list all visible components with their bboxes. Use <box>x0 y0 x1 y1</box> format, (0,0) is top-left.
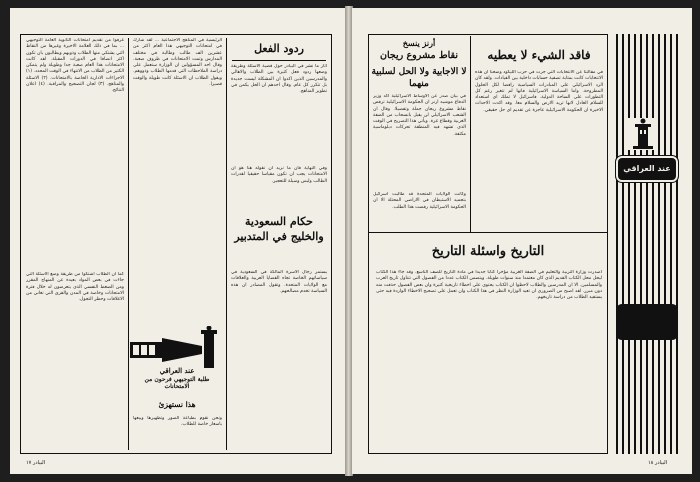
ad-tagline: هذا نستهزئ <box>158 400 196 409</box>
section-label-box <box>616 156 678 182</box>
article-headline: فاقد الشيء لا يعطيه <box>487 48 591 62</box>
photo-shop-ad <box>130 326 224 396</box>
reactions-title: ردود الفعل <box>254 42 304 55</box>
stripe-decoration <box>614 34 680 454</box>
ad-title: عند العراقي <box>159 366 195 375</box>
reactions-text: اثار ما نشر في البيادر حول قضية الاسئلة وطريقة وضعها ردود فعل كثيرة بين الطلاب والاهالي والمدرسين الذين اكدوا ان المشكلة ليست جديدة بل تتكرر كل عام. وقال احدهم ان الحل يكمن في تطوير المناهج. <box>231 64 327 95</box>
reagan-text: في بيان صدر عن الاوساط الاسرائيلية اكد وزير الدفاع موشيه ارنز ان الحكومة الاسرائيلية ترفض نقاط مشروع ريجان جملة وتفصيلا. وقال ان الشعب الاسرائيلي لن يقبل بانسحاب من الضفة الغربية وقطاع غزة. ويأتي هذا التصريح في الوقت الذي تشهد فيه المنطقة تحركات دبلوماسية مكثفة. <box>373 94 466 137</box>
reactions-text-block <box>231 64 327 164</box>
history-text-block <box>376 270 602 448</box>
arens-title: أرنز ينسخ <box>402 38 436 48</box>
section-label: عند العراقي <box>623 164 671 173</box>
reactions-text2: وفي النهاية فان ما نريد ان نقوله هنا هو ان الامتحانات يجب ان تكون مقياسا حقيقيا لقدرات الطالب وليس وسيلة للتعجيز. <box>231 166 327 184</box>
left-col1-text: غرفوا من تقديم امتحانات الثانوية العامة التوجيهي ... بما في ذلك العلامة الاخيرة وغيرها من النقاط التي يشتكي منها الطلاب وذويهم ويطالبون بان تكون اكثر انصافا في الدورات المقبلة. لقد كانت الامتحانات هذا العام صعبة جدا وطويلة ولم يتمكن الكثير من الطلاب من الانتهاء في الوقت المحدد. (١) الاجراءات الادارية الخاصة بالامتحانات. (٢) الاسئلة والمناهج. (٣) لجان التصحيح والمراقبة. (٤) اعلان النتائج. <box>26 38 124 94</box>
minaret-icon <box>628 118 658 150</box>
right-page <box>352 8 692 474</box>
ad-subtitle: طلبة التوجيهي فرحون من الامتحانات <box>144 376 210 390</box>
left-page <box>10 8 346 474</box>
left-column-2 <box>133 38 222 338</box>
saudi-rulers-title: حكام السعودية والخليج في المتدبير <box>234 215 324 243</box>
left-column-1 <box>26 38 124 270</box>
history-title: التاريخ واسئلة التاريخ <box>431 244 545 259</box>
reagan-plan-title: نقاط مشروع ريجان <box>379 50 459 61</box>
left-page-footer: البيادر ١٧ <box>26 460 46 466</box>
left-column-1b <box>26 272 124 448</box>
ad-text: ونحن نقوم بطباعة الصور وتظهيرها وبيعها باسعار خاصة للطلاب. <box>133 416 222 428</box>
ad-text-block <box>133 416 222 448</box>
headline-article-text: في مقالتنا عن الانتخابات التي جرت في حزب الليكود وضحنا ان هذه الانتخابات كانت بمثابة تصفية حسابات داخلية بين القيادات. ولقد كان الرد الاسرائيلي على المبادرات السياسية رافضا لكل الحلول المطروحة. واما السياسة الاسرائيلية فانها لم تتغير رغم كل التطورات على الساحة الدولية. فاسرائيل لا تملك اي استعداد للسلام العادل لانها تريد الارض والسلام معا. وقد اكدت الاحداث الاخيرة ان الحكومة الاسرائيلية عاجزة عن تقديم اي حل حقيقي. <box>475 70 603 113</box>
reactions-text-block-2 <box>231 166 327 212</box>
history-text: اصدرت وزارة التربية والتعليم في الضفة الغربية مؤخرا كتابا جديدا في مادة التاريخ للصف التاسع. وقد جاء هذا الكتاب ليحل محل الكتاب القديم الذي كان معتمدا منذ سنوات طويلة. ويتضمن الكتاب عددا من الفصول التي تتناول تاريخ العرب والمسلمين. الا ان المدرسين والطلاب لاحظوا ان الكتاب يحتوي على اخطاء تاريخية كثيرة وان بعض الفصول حذفت منه دون مبرر. لقد اصبح من الضروري ان تعيد الوزارة النظر في هذا الكتاب وان تعمل على تصحيح الاخطاء الواردة فيه حتى يستفيد الطلاب من دراسة تاريخهم. <box>376 270 602 301</box>
left-col2-text: الرئيسية في المناهج الاجتماعية ... لقد شارك في امتحانات التوجيهي هذا العام اكثر من عشرين الف طالب وطالبة في مختلف المدارس وتمت الامتحانات في ظروف صعبة. وقال احد المسؤولين ان الوزارة ستعمل على دراسة الملاحظات التي قدمها الطلاب وذووهم. ويقول الطلاب ان الاسئلة كانت طويلة والوقت قصيرا. <box>133 38 222 88</box>
saudi-text-block <box>231 270 327 448</box>
reagan-text-block-2 <box>373 192 466 230</box>
reagan-text-block <box>373 94 466 190</box>
left-col1-text2: كما ان الطلاب اشتكوا من طريقة وضع الاسئلة التي جاءت في بعض المواد بعيدة عن المنهاج المقرر ومن الضغط النفسي الذي يتعرضون له خلال فترة الامتحانات وخاصة في المدن والقرى التي تعاني من الاغلاقات وحظر التجول. <box>26 272 124 303</box>
right-page-footer: البيادر ١٨ <box>648 460 668 466</box>
headline-article-body <box>475 70 603 228</box>
black-banner-box <box>616 304 678 340</box>
reagan-subtitle: لا الاجابية ولا الحل لسلبية منهما <box>371 67 467 89</box>
reagan-text2: وكانت الولايات المتحدة قد طالبت اسرائيل بتجميد الاستيطان في الاراضي المحتلة الا ان الحكومة الاسرائيلية رفضت هذا الطلب. <box>373 192 466 210</box>
saudi-text: يستمر رجال الاسرة المالكة في السعودية في سياساتهم الخاصة تجاه القضايا العربية والعلاقات مع الولايات المتحدة. وتقول المصادر ان هذه السياسة تخدم مصالحهم. <box>231 270 327 294</box>
